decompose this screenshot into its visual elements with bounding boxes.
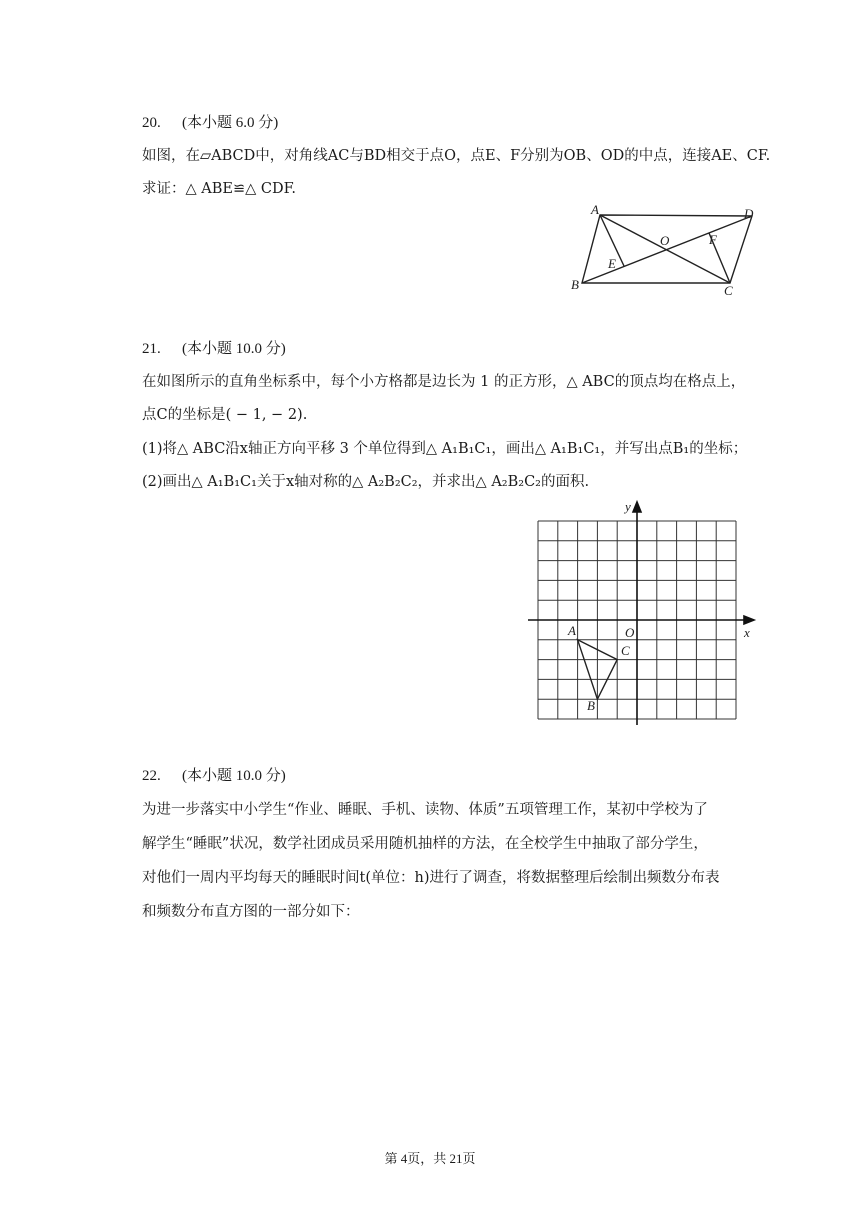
- label-o: O: [660, 233, 670, 248]
- q21-text-line4: (2)画出△ A₁B₁C₁关于x轴对称的△ A₂B₂C₂，并求出△ A₂B₂C₂的面积.: [142, 474, 590, 490]
- q22-text-line1: 为进一步落实中小学生“作业、睡眠、手机、读物、体质”五项管理工作，某初中学校为了: [142, 802, 708, 818]
- label-d: D: [744, 206, 754, 221]
- q22-text-line3: 对他们一周内平均每天的睡眠时间t(单位：h)进行了调查，将数据整理后绘制出频数分布表: [142, 870, 720, 886]
- q22-number: 22.: [142, 768, 161, 784]
- y-axis-arrow: [633, 502, 641, 512]
- q22-text-line4: 和频数分布直方图的一部分如下：: [142, 904, 360, 920]
- q22-text-line2: 解学生“睡眠”状况，数学社团成员采用随机抽样的方法，在全校学生中抽取了部分学生，: [142, 836, 708, 852]
- label-b: B: [571, 277, 579, 292]
- y-axis-label: y: [625, 499, 631, 514]
- q22-header: [142, 766, 286, 786]
- origin-label: O: [625, 625, 635, 640]
- x-axis-label: x: [744, 625, 750, 640]
- point-b-label: B: [587, 698, 595, 713]
- q20-header: [142, 113, 278, 133]
- q22-score: (本小题 10.0 分): [182, 768, 286, 784]
- q21-header: [142, 339, 286, 359]
- q20-text-line2: 求证：△ ABE≌△ CDF.: [142, 181, 297, 197]
- x-axis-arrow: [744, 616, 754, 624]
- point-a-label: A: [568, 623, 576, 638]
- q21-coordinate-grid-figure: [528, 497, 760, 729]
- q20-parallelogram-figure: [566, 203, 766, 298]
- q20-score: (本小题 6.0 分): [182, 115, 279, 131]
- label-a: A: [591, 202, 599, 217]
- q21-score: (本小题 10.0 分): [182, 341, 286, 357]
- q21-number: 21.: [142, 341, 161, 357]
- label-e: E: [608, 256, 616, 271]
- label-f: F: [709, 232, 717, 247]
- q21-text-line1: 在如图所示的直角坐标系中，每个小方格都是边长为 1 的正方形，△ ABC的顶点均在格点上，: [142, 374, 746, 390]
- q21-text-line3: (1)将△ ABC沿x轴正方向平移 3 个单位得到△ A₁B₁C₁，画出△ A₁B₁C₁，并写出点B₁的坐标；: [142, 441, 748, 457]
- q20-number: 20.: [142, 115, 161, 131]
- page-footer: 第 4页，共 21页: [384, 1151, 476, 1166]
- point-c-label: C: [621, 643, 630, 658]
- q20-text-line1: 如图，在▱ABCD中，对角线AC与BD相交于点O，点E、F分别为OB、OD的中点，连接AE、CF.: [142, 148, 771, 164]
- label-c: C: [724, 283, 733, 298]
- q21-text-line2: 点C的坐标是( − 1, − 2).: [142, 407, 308, 423]
- diagonal-ac: [600, 215, 730, 283]
